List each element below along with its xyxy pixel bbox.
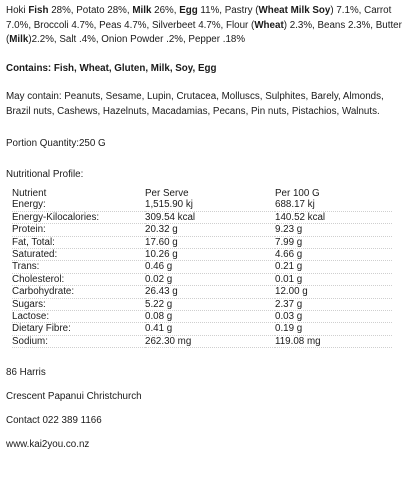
- nutrient-name: Carbohydrate:: [12, 286, 145, 298]
- ingredient-text: )2.2%, Salt .4%, Onion Powder .2%, Pepper .18%: [28, 34, 246, 45]
- per-100g-value: 0.21 g: [275, 261, 392, 273]
- per-serve-value: 0.46 g: [145, 261, 275, 273]
- header-per-serve: Per Serve: [145, 188, 189, 199]
- nutrient-name: Energy-Kilocalories:: [12, 211, 145, 223]
- per-100g-value: 7.99 g: [275, 236, 392, 248]
- ingredient-text: ) 2.3%, Beans 2.3%, Butter (: [6, 19, 402, 45]
- per-100g-value: 12.00 g: [275, 286, 392, 298]
- allergen-highlight: Fish: [28, 5, 49, 16]
- per-100g-value: 2.37 g: [275, 298, 392, 310]
- nutrient-name: Sugars:: [12, 298, 145, 310]
- per-serve-value: 1,515.90 kj: [145, 199, 275, 211]
- nutrition-row: [12, 335, 392, 347]
- nutrient-name: Trans:: [12, 261, 145, 273]
- footer-contact: [6, 366, 410, 453]
- per-serve-value: 262.30 mg: [145, 335, 275, 347]
- ingredients-list: [6, 4, 410, 48]
- per-100g-value: 9.23 g: [275, 224, 392, 236]
- nutrition-row: [12, 236, 392, 248]
- nutrient-name: Fat, Total:: [12, 236, 145, 248]
- portion-quantity: Portion Quantity:250 G: [6, 138, 106, 149]
- per-serve-value: 5.22 g: [145, 298, 275, 310]
- nutrition-row: [12, 211, 392, 223]
- nutrition-row: [12, 224, 392, 236]
- address-line-2: Crescent Papanui Christchurch: [6, 391, 142, 403]
- allergen-may-contain: May contain: Peanuts, Sesame, Lupin, Crutacea, Molluscs, Sulphites, Barely, Almonds, Brazil nuts, Cashews, Hazelnuts, Macadamias, Pecans, Pin nuts, Pistachios, Walnuts.: [6, 91, 384, 117]
- contact-phone: Contact 022 389 1166: [6, 415, 102, 427]
- per-serve-value: 0.08 g: [145, 311, 275, 323]
- allergen-contains: Contains: Fish, Wheat, Gluten, Milk, Soy, Egg: [6, 62, 217, 74]
- allergen-highlight: Milk: [132, 5, 152, 16]
- per-serve-value: 0.02 g: [145, 273, 275, 285]
- allergen-highlight: Egg: [179, 5, 198, 16]
- allergen-highlight: Milk: [9, 34, 29, 45]
- per-100g-value: 4.66 g: [275, 249, 392, 261]
- ingredient-text: 26%,: [151, 5, 180, 16]
- per-100g-value: 0.03 g: [275, 311, 392, 323]
- per-100g-value: 0.19 g: [275, 323, 392, 335]
- nutrition-row: [12, 199, 392, 211]
- per-serve-value: 0.41 g: [145, 323, 275, 335]
- ingredient-text: 28%, Potato 28%,: [48, 5, 133, 16]
- nutrition-row: [12, 273, 392, 285]
- nutrient-name: Saturated:: [12, 249, 145, 261]
- per-100g-value: 119.08 mg: [275, 335, 392, 347]
- per-serve-value: 26.43 g: [145, 286, 275, 298]
- nutritional-profile-title: Nutritional Profile:: [6, 168, 84, 180]
- per-serve-value: 10.26 g: [145, 249, 275, 261]
- ingredient-text: Hoki: [6, 5, 29, 16]
- per-100g-value: 688.17 kj: [275, 199, 392, 211]
- product-info-page: [6, 4, 410, 462]
- nutrition-row: [12, 249, 392, 261]
- per-100g-value: 140.52 kcal: [275, 211, 392, 223]
- nutrition-table-header: [12, 188, 392, 199]
- nutrition-row: [12, 261, 392, 273]
- per-serve-value: 309.54 kcal: [145, 211, 275, 223]
- address-line-1: 86 Harris: [6, 367, 46, 379]
- allergen-highlight: Wheat: [254, 19, 284, 31]
- nutrition-table: [12, 188, 392, 348]
- nutrient-name: Energy:: [12, 199, 145, 211]
- nutrition-row: [12, 298, 392, 310]
- nutrient-name: Cholesterol:: [12, 273, 145, 285]
- nutrient-name: Lactose:: [12, 311, 145, 323]
- ingredient-text: ) 7.1%, Carrot 7.0%, Broccoli 4.7%, Peas 4.7%, Silverbeet 4.7%, Flour (: [6, 5, 392, 31]
- header-nutrient: Nutrient: [12, 188, 47, 199]
- header-per-100g: Per 100 G: [275, 188, 320, 199]
- nutrition-row: [12, 311, 392, 323]
- per-serve-value: 20.32 g: [145, 224, 275, 236]
- per-serve-value: 17.60 g: [145, 236, 275, 248]
- nutrient-name: Dietary Fibre:: [12, 323, 145, 335]
- ingredient-text: 11%, Pastry (: [197, 5, 259, 16]
- allergen-highlight: Wheat Milk Soy: [258, 5, 331, 16]
- nutrition-row: [12, 323, 392, 335]
- nutrient-name: Sodium:: [12, 335, 145, 347]
- nutrition-row: [12, 286, 392, 298]
- nutrient-name: Protein:: [12, 224, 145, 236]
- per-100g-value: 0.01 g: [275, 273, 392, 285]
- website-link[interactable]: www.kai2you.co.nz: [6, 439, 90, 451]
